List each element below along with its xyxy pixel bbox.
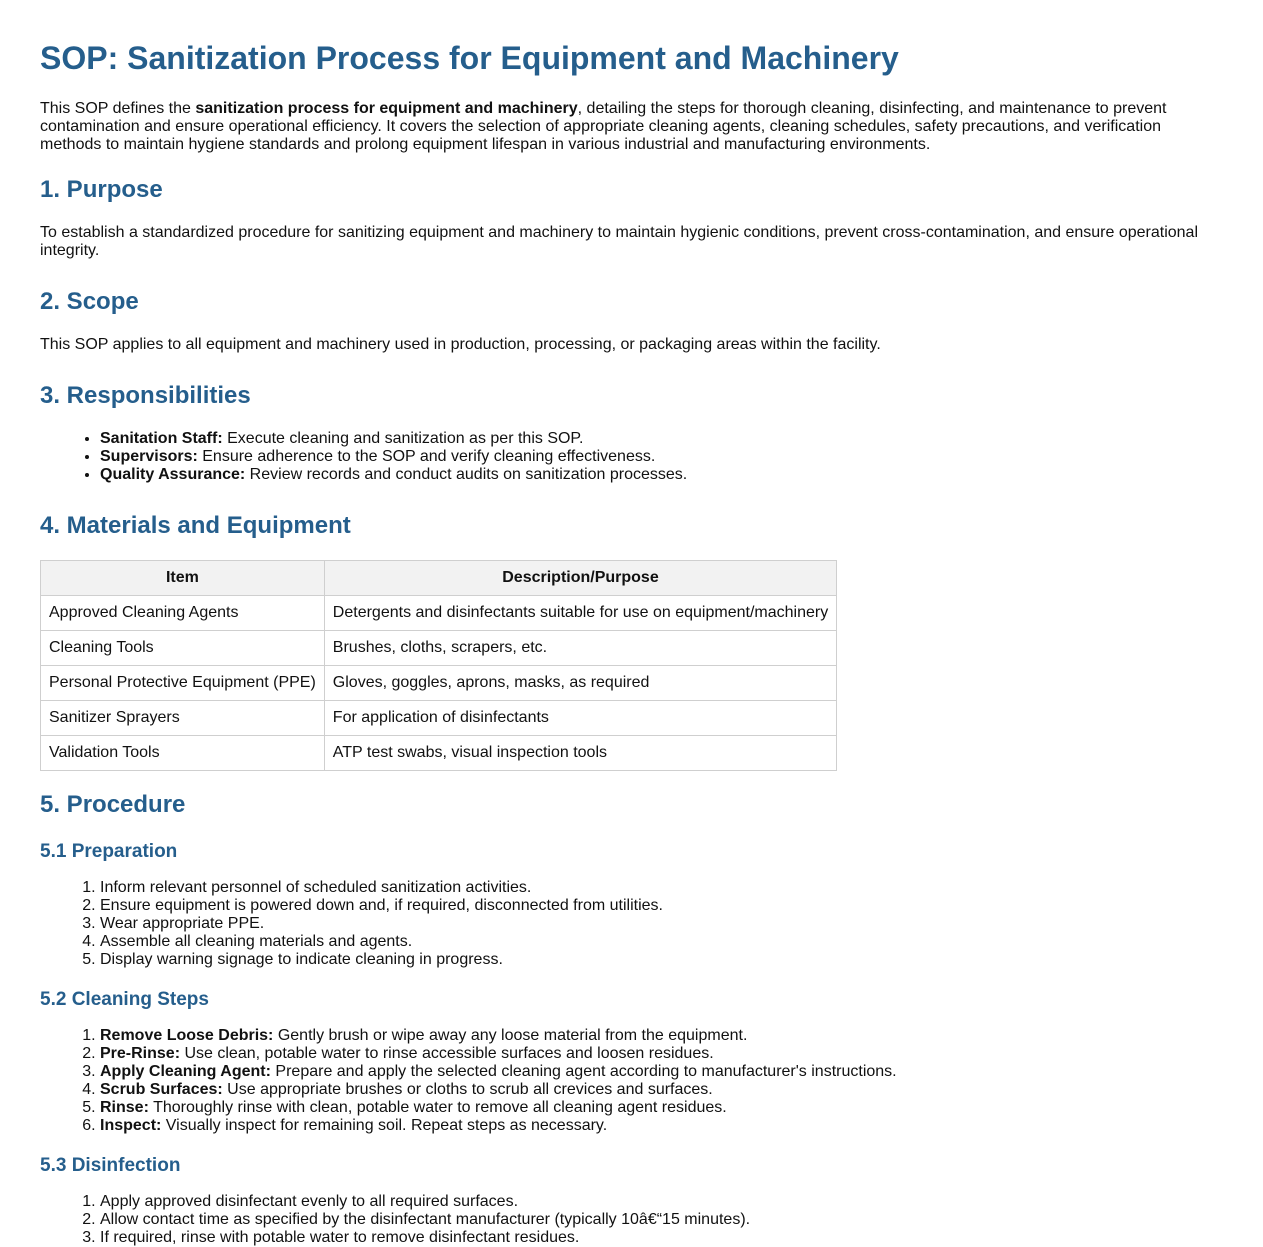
responsibilities-heading: 3. Responsibilities	[40, 382, 251, 409]
scope-heading: 2. Scope	[40, 288, 139, 315]
step-text: Use clean, potable water to rinse accessible surfaces and loosen residues.	[180, 1045, 714, 1062]
list-item	[100, 448, 1223, 466]
table-cell: For application of disinfectants	[324, 701, 836, 736]
table-cell: ATP test swabs, visual inspection tools	[324, 736, 836, 771]
list-item	[100, 1081, 1223, 1099]
role-text: Execute cleaning and sanitization as per this SOP.	[222, 430, 584, 447]
table-row	[41, 666, 837, 701]
role-label: Supervisors:	[100, 448, 198, 465]
scope-text: This SOP applies to all equipment and machinery used in production, processing, or packaging areas within the facility.	[40, 336, 881, 353]
preparation-heading: 5.1 Preparation	[40, 841, 178, 862]
list-item: 5. Display warning signage to indicate cleaning in progress.	[100, 951, 1223, 969]
list-item: 4. Assemble all cleaning materials and agents.	[100, 933, 1223, 951]
intro-text-after: , detailing the steps for thorough cleaning, disinfecting, and maintenance to prevent contamination and ensure operational efficiency. It covers the selection of appropriate cleaning agents, cleaning schedules, safety precautions, and verification methods to maintain hygiene standards and prolong equipment lifespan in various industrial and manufacturing environments.	[40, 100, 1167, 153]
cleaning-steps-heading: 5.2 Cleaning Steps	[40, 989, 209, 1010]
list-item	[100, 1045, 1223, 1063]
table-cell: Gloves, goggles, aprons, masks, as required	[324, 666, 836, 701]
preparation-list	[40, 879, 1223, 969]
list-item	[100, 1117, 1223, 1135]
table-row	[41, 631, 837, 666]
role-label: Sanitation Staff:	[100, 430, 223, 447]
purpose-text: To establish a standardized procedure for sanitizing equipment and machinery to maintain hygienic conditions, prevent cross-contamination, and ensure operational integrity.	[40, 224, 1199, 259]
materials-heading: 4. Materials and Equipment	[40, 512, 351, 539]
document-title: SOP: Sanitization Process for Equipment and Machinery	[40, 40, 899, 76]
table-header-row	[41, 561, 837, 596]
intro-text-bold: sanitization process for equipment and machinery	[195, 100, 578, 117]
step-text: Use appropriate brushes or cloths to scrub all crevices and surfaces.	[222, 1081, 713, 1098]
list-item	[100, 1099, 1223, 1117]
disinfection-heading: 5.3 Disinfection	[40, 1155, 181, 1176]
table-row	[41, 701, 837, 736]
role-text: Review records and conduct audits on sanitization processes.	[245, 466, 688, 483]
step-text: Thoroughly rinse with clean, potable water to remove all cleaning agent residues.	[148, 1099, 727, 1116]
list-item	[100, 430, 1223, 448]
list-item	[100, 1027, 1223, 1045]
purpose-heading: 1. Purpose	[40, 176, 163, 203]
table-cell: Cleaning Tools	[41, 631, 325, 666]
table-row	[41, 736, 837, 771]
role-text: Ensure adherence to the SOP and verify cleaning effectiveness.	[197, 448, 656, 465]
step-label: Scrub Surfaces:	[100, 1081, 223, 1098]
table-cell: Validation Tools	[41, 736, 325, 771]
table-cell: Detergents and disinfectants suitable for use on equipment/machinery	[324, 596, 836, 631]
disinfection-list	[40, 1193, 1223, 1247]
list-item: 3. If required, rinse with potable water to remove disinfectant residues.	[100, 1229, 1223, 1247]
step-text: Visually inspect for remaining soil. Repeat steps as necessary.	[161, 1117, 608, 1134]
step-label: Remove Loose Debris:	[100, 1027, 274, 1044]
intro-text-before: This SOP defines the	[40, 100, 196, 117]
list-item: 3. Wear appropriate PPE.	[100, 915, 1223, 933]
materials-table	[40, 560, 837, 771]
list-item: 2. Allow contact time as specified by the disinfectant manufacturer (typically 10â€“15 minutes).	[100, 1211, 1223, 1229]
cleaning-steps-list	[40, 1027, 1223, 1135]
step-label: Pre-Rinse:	[100, 1045, 181, 1062]
role-label: Quality Assurance:	[100, 466, 246, 483]
table-cell: Brushes, cloths, scrapers, etc.	[324, 631, 836, 666]
table-cell: Personal Protective Equipment (PPE)	[41, 666, 325, 701]
step-text: Gently brush or wipe away any loose material from the equipment.	[273, 1027, 748, 1044]
procedure-heading: 5. Procedure	[40, 791, 186, 818]
table-row	[41, 596, 837, 631]
list-item: 1. Inform relevant personnel of scheduled sanitization activities.	[100, 879, 1223, 897]
table-cell: Approved Cleaning Agents	[41, 596, 325, 631]
responsibilities-list	[40, 430, 1223, 484]
column-header-description: Description/Purpose	[324, 561, 836, 596]
table-cell: Sanitizer Sprayers	[41, 701, 325, 736]
step-label: Apply Cleaning Agent:	[100, 1063, 271, 1080]
list-item	[100, 466, 1223, 484]
step-label: Rinse:	[100, 1099, 149, 1116]
intro-paragraph	[40, 100, 1210, 154]
column-header-item: Item	[41, 561, 325, 596]
list-item: 2. Ensure equipment is powered down and, if required, disconnected from utilities.	[100, 897, 1223, 915]
list-item	[100, 1063, 1223, 1081]
step-label: Inspect:	[100, 1117, 162, 1134]
list-item: 1. Apply approved disinfectant evenly to all required surfaces.	[100, 1193, 1223, 1211]
step-text: Prepare and apply the selected cleaning agent according to manufacturer's instructions.	[270, 1063, 897, 1080]
